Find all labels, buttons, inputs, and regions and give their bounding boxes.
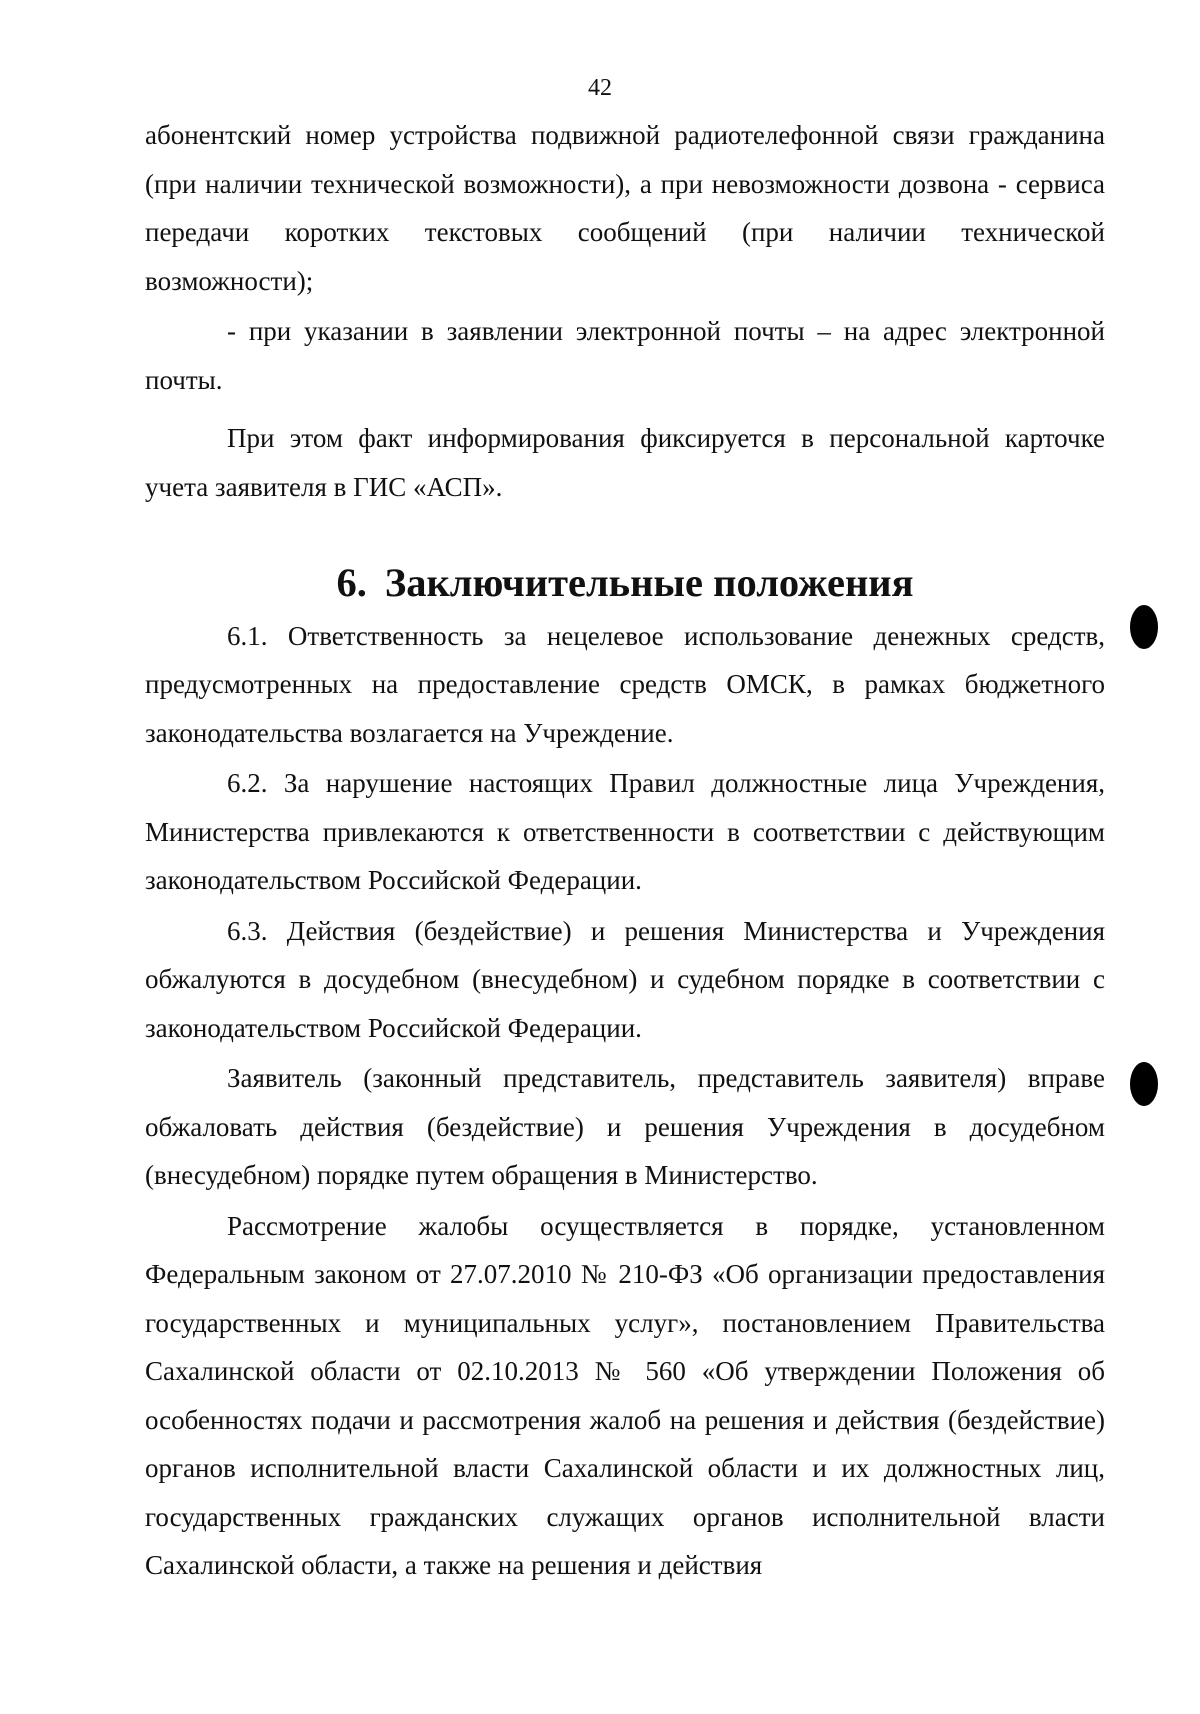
- paragraph-email: - при указании в заявлении электронной почты – на адрес электронной почты.: [145, 316, 1105, 395]
- paragraph-6-1: 6.1. Ответственность за нецелевое использование денежных средств, предусмотренных на предоставление средств ОМСК, в рамках бюджетного законодательства возлагается на Учреждение.: [145, 620, 1105, 748]
- paragraph-6-2: 6.2. За нарушение настоящих Правил должностные лица Учреждения, Министерства привлекаются к ответственности в соответствии с действующим законодательством Российской Федерации.: [145, 768, 1105, 895]
- paragraph-applicant: Заявитель (законный представитель, представитель заявителя) вправе обжаловать действия (бездействие) и решения Учреждения в досудебном (внесудебном) порядке путем обращения в Министерство.: [145, 1063, 1105, 1190]
- document-body: [145, 111, 1105, 1590]
- section-heading: [145, 559, 1105, 608]
- paragraph-fact: При этом факт информирования фиксируется в персональной карточке учета заявителя в ГИС «АСП».: [145, 423, 1105, 502]
- section-title: Заключительные положения: [384, 560, 914, 605]
- paragraph-review: Рассмотрение жалобы осуществляется в порядке, установленном Федеральным законом от 27.07.2010 № 210-ФЗ «Об организации предоставления государственных и муниципальных услуг», постановлением Правительства Сахалинской области от 02.10.2013 № 560 «Об утверждении Положения об особенностях подачи и рассмотрения жалоб на решения и действия (бездействие) органов исполнительной власти Сахалинской области и их должностных лиц, государственных гражданских служащих органов исполнительной власти Сахалинской области, а также на решения и действия: [145, 1210, 1105, 1580]
- section-number: 6.: [336, 560, 367, 605]
- page-number: 42: [588, 75, 612, 101]
- binder-hole-icon: [1130, 1062, 1158, 1106]
- paragraph-intro: абонентский номер устройства подвижной радиотелефонной связи гражданина (при наличии технической возможности), а при невозможности дозвона - сервиса передачи коротких текстовых сообщений (при наличии технической возможности);: [145, 120, 1105, 296]
- paragraph-6-3: 6.3. Действия (бездействие) и решения Министерства и Учреждения обжалуются в досудебном (внесудебном) и судебном порядке в соответствии с законодательством Российской Федерации.: [145, 915, 1105, 1043]
- binder-hole-icon: [1130, 605, 1158, 649]
